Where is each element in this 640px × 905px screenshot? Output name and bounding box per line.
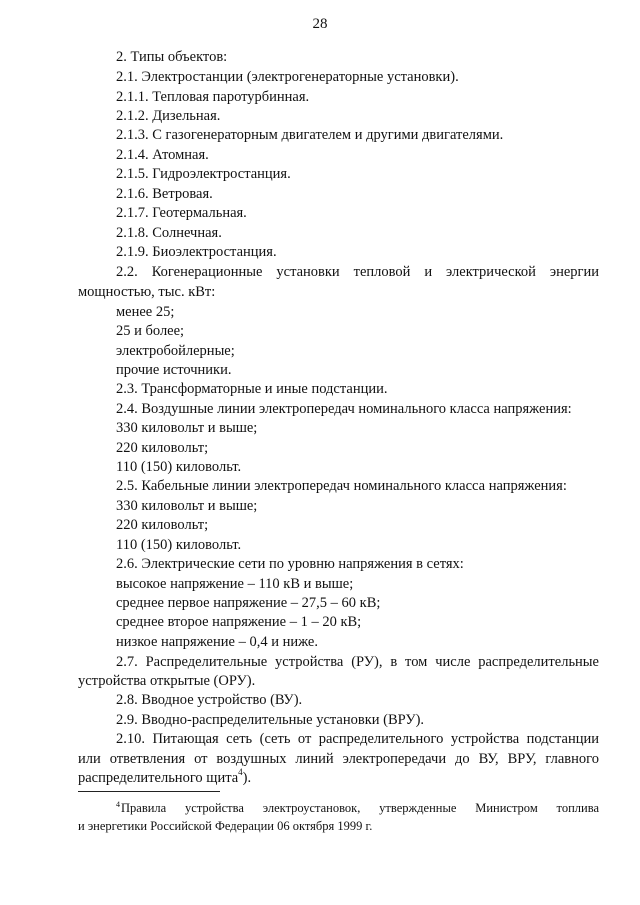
text-line: 330 киловольт и выше; [116, 498, 258, 514]
text-line: 2.1.3. С газогенераторным двигателем и другими двигателями. [116, 127, 504, 143]
text-line: 2. Типы объектов: [116, 49, 228, 65]
text-line: прочие источники. [116, 362, 232, 378]
text-line: 2.5. Кабельные линии электропередач номинального класса напряжения: [116, 478, 567, 494]
text-line: высокое напряжение – 110 кВ и выше; [116, 576, 354, 592]
text-line: 2.1.5. Гидроэлектростанция. [116, 166, 291, 182]
text-line: низкое напряжение – 0,4 и ниже. [116, 634, 318, 650]
text-line: электробойлерные; [116, 343, 235, 359]
text-line: 2.1.4. Атомная. [116, 147, 209, 163]
text-line: мощностью, тыс. кВт: [78, 284, 216, 300]
text-line: 2.1.6. Ветровая. [116, 186, 213, 202]
text-fragment: распределительного щита [78, 770, 239, 786]
text-line: 2.10. Питающая сеть (сеть от распределительного устройства подстанции [116, 731, 599, 747]
footnote-line [116, 800, 599, 818]
text-line: менее 25; [116, 304, 175, 320]
footnote-marker: 4 [116, 800, 120, 809]
text-line: 2.8. Вводное устройство (ВУ). [116, 692, 303, 708]
text-line: 25 и более; [116, 323, 185, 339]
text-line: 2.2. Когенерационные установки тепловой и электрической энергии [116, 264, 599, 280]
text-line: 2.9. Вводно-распределительные установки (ВРУ). [116, 712, 425, 728]
text-line: 220 киловольт; [116, 517, 209, 533]
text-fragment: ). [242, 770, 252, 786]
text-line: 2.1.1. Тепловая паротурбинная. [116, 89, 310, 105]
text-line: 2.3. Трансформаторные и иные подстанции. [116, 381, 388, 397]
text-line: устройства открытые (ОРУ). [78, 673, 256, 689]
text-line: 2.1.8. Солнечная. [116, 225, 222, 241]
footnote-line: и энергетики Российской Федерации 06 октября 1999 г. [78, 819, 373, 833]
text-line: или ответвления от воздушных линий электропередачи до ВУ, ВРУ, главного [78, 751, 599, 767]
text-line: 2.1.9. Биоэлектростанция. [116, 244, 277, 260]
footnote-text: Правила устройства электроустановок, утвержденные Министром топлива [121, 801, 599, 815]
text-line: 330 киловольт и выше; [116, 420, 258, 436]
text-line: 110 (150) киловольт. [116, 537, 242, 553]
text-line: 2.1.7. Геотермальная. [116, 205, 247, 221]
text-line: 2.4. Воздушные линии электропередач номинального класса напряжения: [116, 401, 572, 417]
text-line: 2.7. Распределительные устройства (РУ), в том числе распределительные [116, 654, 599, 670]
footnote-reference: 4 [238, 767, 243, 778]
text-line: 110 (150) киловольт. [116, 459, 242, 475]
page-number: 28 [312, 16, 328, 32]
text-line: 220 киловольт; [116, 440, 209, 456]
text-line: 2.1.2. Дизельная. [116, 108, 221, 124]
text-line: среднее первое напряжение – 27,5 – 60 кВ; [116, 595, 381, 611]
text-line: среднее второе напряжение – 1 – 20 кВ; [116, 614, 362, 630]
footnote-separator [78, 791, 220, 792]
text-line: 2.1. Электростанции (электрогенераторные установки). [116, 69, 459, 85]
text-line [78, 769, 251, 788]
text-line: 2.6. Электрические сети по уровню напряжения в сетях: [116, 556, 464, 572]
